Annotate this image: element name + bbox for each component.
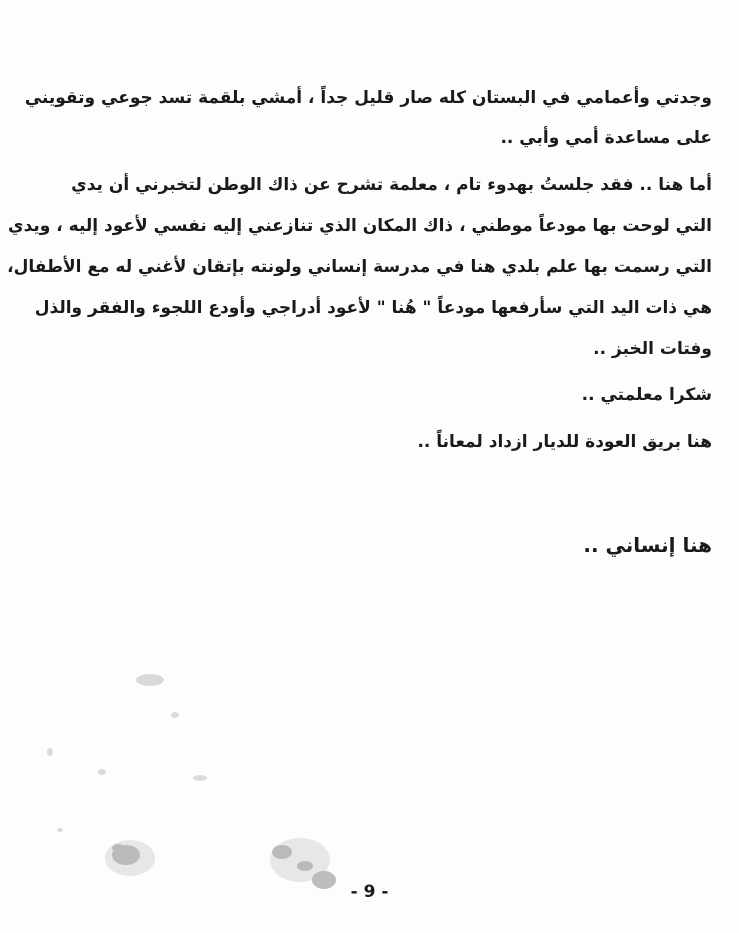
- paragraph-2-line-4: هي ذات اليد التي سأرفعها مودعاً " هُنا " لأعود أدراجي وأودع اللجوء والفقر والذل: [34, 298, 712, 318]
- paragraph-1-line-1: وجدتي وأعمامي في البستان كله صار قليل جداً ، أمشي بلقمة تسد جوعي وتقويني: [24, 88, 712, 108]
- paragraph-2-line-2: التي لوحت بها مودعاً موطني ، ذاك المكان الذي تنازعني إليه نفسي لأعود إليه ، ويدي: [8, 216, 712, 236]
- page-number: - 9 -: [350, 882, 389, 902]
- paragraph-1: [24, 86, 712, 151]
- closing-heading: هنا إنساني ..: [583, 533, 712, 557]
- paragraph-2-line-5: وفتات الخبز ..: [593, 339, 712, 359]
- paragraph-4-line: هنا بريق العودة للديار ازداد لمعاناً ..: [417, 432, 712, 452]
- paragraph-4: [32, 430, 712, 455]
- paragraph-2: [7, 173, 712, 378]
- paragraph-1-line-2: على مساعدة أمي وأبي ..: [500, 128, 712, 148]
- paragraph-2-line-3: التي رسمت بها علم بلدي هنا في مدرسة إنساني ولونته بإتقان لأغني له مع الأطفال،: [7, 257, 712, 277]
- paragraph-2-line-1: أما هنا .. فقد جلستُ بهدوء تام ، معلمة تشرح عن ذاك الوطن لتخبرني أن يدي: [71, 175, 712, 195]
- paragraph-3-line: شكرا معلمتي ..: [581, 385, 712, 405]
- paragraph-3: [32, 383, 712, 408]
